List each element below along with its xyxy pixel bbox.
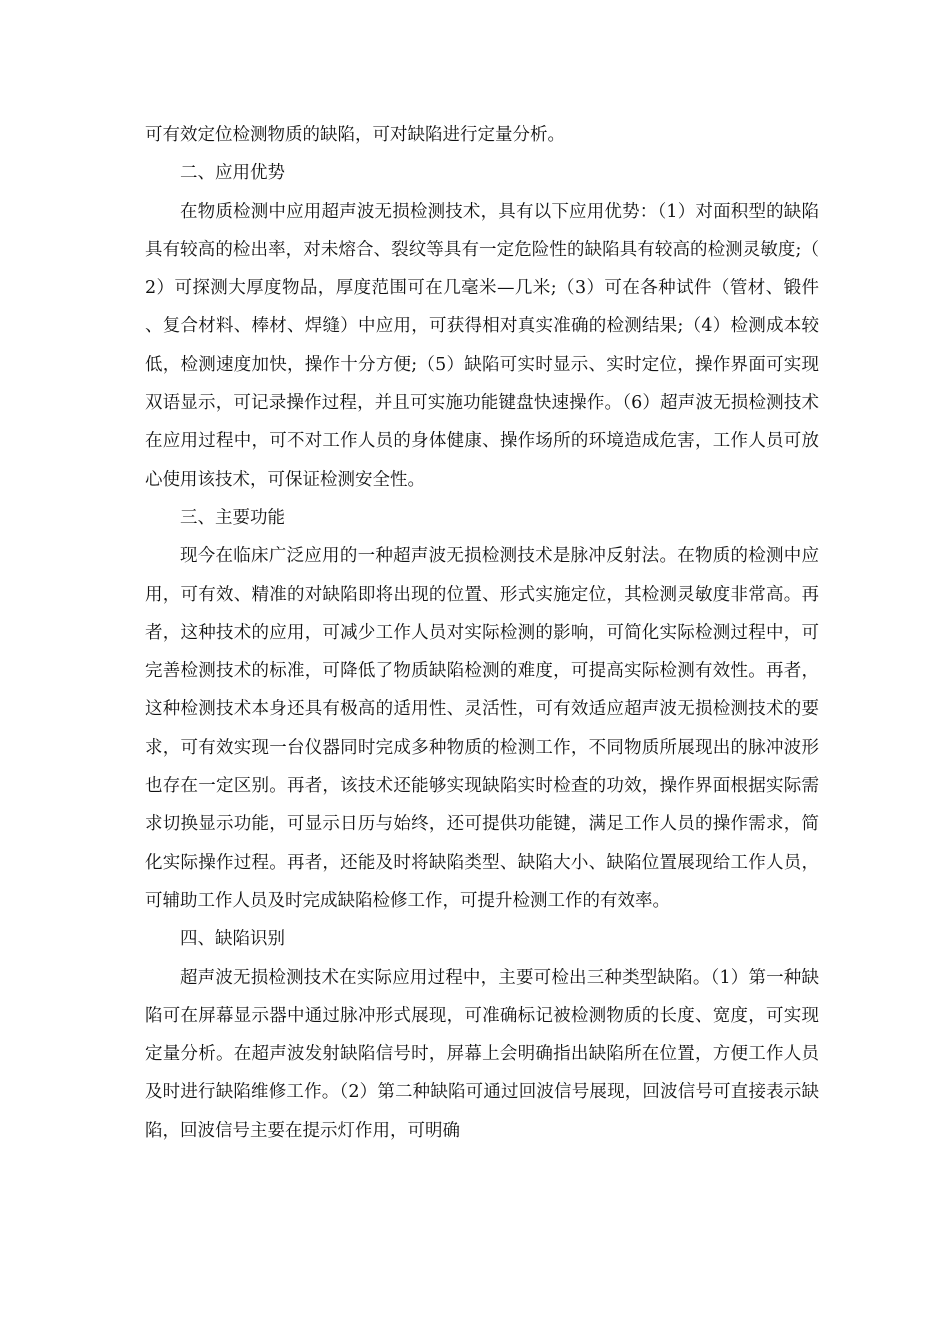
section-heading-application-advantages: 二、应用优势 — [180, 163, 285, 184]
paragraph-main-functions: 现今在临床广泛应用的一种超声波无损检测技术是脉冲反射法。在物质的检测中应用，可有效、精准的对缺陷即将出现的位置、形式实施定位，其检测灵敏度非常高。再者，这种技术的应用，可减少工作人员对实际检测的影响，可简化实际检测过程中，可完善检测技术的标准，可降低了物质缺陷检测的难度，可提高实际检测有效性。再者，这种检测技术本身还具有极高的适用性、灵活性，可有效适应超声波无损检测技术的要求，可有效实现一台仪器同时完成多种物质的检测工作，不同物质所展现出的脉冲波形也存在一定区别。再者，该技术还能够实现缺陷实时检查的功效，操作界面根据实际需求切换显示功能，可显示日历与始终，还可提供功能键，满足工作人员的操作需求，简化实际操作过程。再者，还能及时将缺陷类型、缺陷大小、缺陷位置展现给工作人员，可辅助工作人员及时完成缺陷检修工作，可提升检测工作的有效率。 — [145, 546, 819, 911]
section-heading-defect-identification: 四、缺陷识别 — [180, 929, 285, 950]
paragraph-application-advantages: 在物质检测中应用超声波无损检测技术，具有以下应用优势：（1）对面积型的缺陷具有较高的检出率，对未熔合、裂纹等具有一定危险性的缺陷具有较高的检测灵敏度;（2）可探测大厚度物品，厚度范围可在几毫米—几米;（3）可在各种试件（管材、锻件、复合材料、棒材、焊缝）中应用，可获得相对真实准确的检测结果;（4）检测成本较低，检测速度加快，操作十分方便;（5）缺陷可实时显示、实时定位，操作界面可实现双语显示，可记录操作过程，并且可实施功能键盘快速操作。（6）超声波无损检测技术在应用过程中，可不对工作人员的身体健康、操作场所的环境造成危害，工作人员可放心使用该技术，可保证检测安全性。 — [145, 201, 819, 490]
section-heading-main-functions: 三、主要功能 — [180, 507, 285, 528]
document-body — [145, 116, 819, 1150]
paragraph-continuation: 可有效定位检测物质的缺陷，可对缺陷进行定量分析。 — [145, 125, 565, 145]
paragraph-defect-identification: 超声波无损检测技术在实际应用过程中，主要可检出三种类型缺陷。（1）第一种缺陷可在屏幕显示器中通过脉冲形式展现，可准确标记被检测物质的长度、宽度，可实现定量分析。在超声波发射缺陷信号时，屏幕上会明确指出缺陷所在位置，方便工作人员及时进行缺陷维修工作。（2）第二种缺陷可通过回波信号展现，回波信号可直接表示缺陷，回波信号主要在提示灯作用，可明确 — [145, 967, 819, 1141]
